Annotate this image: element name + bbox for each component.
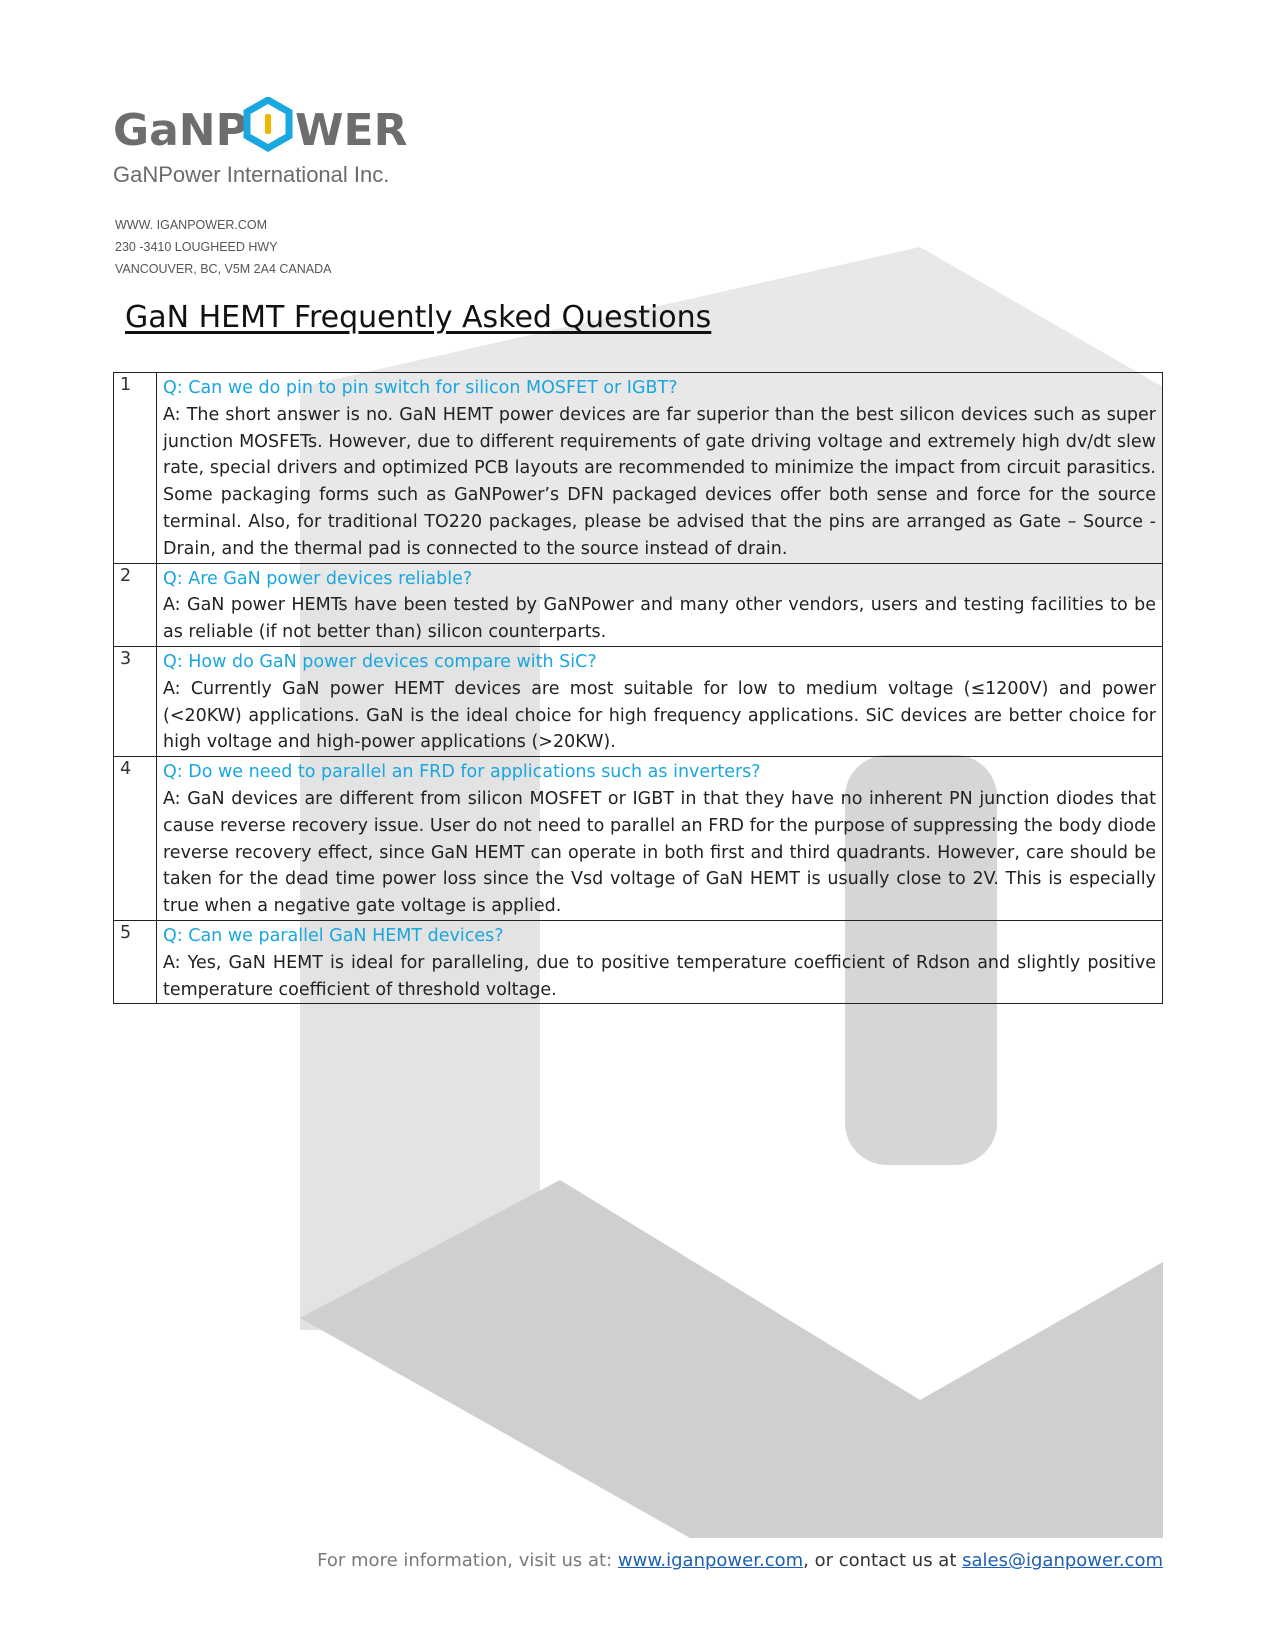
- faq-number: 4: [114, 757, 157, 921]
- faq-number: 5: [114, 920, 157, 1003]
- faq-cell: [157, 646, 1163, 756]
- faq-question: Q: Can we parallel GaN HEMT devices?: [163, 925, 504, 946]
- faq-cell: [157, 757, 1163, 921]
- faq-row: [114, 563, 1163, 646]
- faq-answer: A: Yes, GaN HEMT is ideal for paralleling, due to positive temperature coefficient of Rdson and slightly positive temperature coefficient of threshold voltage.: [163, 952, 1156, 1000]
- logo-text-left: GaNP: [113, 105, 248, 153]
- faq-question: Q: How do GaN power devices compare with SiC?: [163, 651, 597, 672]
- faq-table: [113, 372, 1163, 1004]
- faq-cell: [157, 373, 1163, 564]
- faq-row: [114, 920, 1163, 1003]
- logo-hexagon-icon: [247, 100, 289, 148]
- faq-cell: [157, 563, 1163, 646]
- logo-text-right: WER: [295, 105, 408, 153]
- faq-question: Q: Do we need to parallel an FRD for applications such as inverters?: [163, 762, 761, 783]
- footer-middle: , or contact us at: [803, 1550, 963, 1571]
- footer-contact: [317, 1550, 1163, 1571]
- faq-question: Q: Are GaN power devices reliable?: [163, 568, 473, 589]
- faq-row: [114, 757, 1163, 921]
- footer-email-link[interactable]: sales@iganpower.com: [962, 1550, 1163, 1571]
- address-city: VANCOUVER, BC, V5M 2A4 CANADA: [115, 262, 332, 276]
- faq-cell: [157, 920, 1163, 1003]
- faq-question: Q: Can we do pin to pin switch for silicon MOSFET or IGBT?: [163, 378, 678, 398]
- page-title: GaN HEMT Frequently Asked Questions: [125, 300, 712, 335]
- faq-number: 3: [114, 646, 157, 756]
- address-street: 230 -3410 LOUGHEED HWY: [115, 240, 278, 254]
- faq-row: [114, 373, 1163, 564]
- faq-answer: A: GaN power HEMTs have been tested by GaNPower and many other vendors, users and testing facilities to be as reliable (if not better than) silicon counterparts.: [163, 595, 1156, 643]
- faq-number: 2: [114, 563, 157, 646]
- faq-row: [114, 646, 1163, 756]
- footer-prefix: For more information, visit us at:: [317, 1550, 618, 1571]
- faq-answer: A: Currently GaN power HEMT devices are most suitable for low to medium voltage (≤1200V) and power (<20KW) applications. GaN is the ideal choice for high frequency applications. SiC devices are better choice for high voltage and high-power applications (>20KW).: [163, 678, 1156, 753]
- company-name: GaNPower International Inc.: [113, 162, 390, 187]
- ganpower-logo: [113, 97, 413, 153]
- faq-answer: A: The short answer is no. GaN HEMT power devices are far superior than the best silicon devices such as super junction MOSFETs. However, due to different requirements of gate driving voltage and extremely high dv/dt slew rate, special drivers and optimized PCB layouts are recommended to minimize the impact from circuit parasitics. Some packaging forms such as GaNPower’s DFN packaged devices offer both sense and force for the source terminal. Also, for traditional TO220 packages, please be advised that the pins are arranged as Gate – Source -Drain, and the thermal pad is connected to the source instead of drain.: [163, 404, 1156, 559]
- address-web: WWW. IGANPOWER.COM: [115, 218, 268, 232]
- footer-website-link[interactable]: www.iganpower.com: [617, 1550, 804, 1571]
- faq-number: 1: [114, 373, 157, 564]
- faq-answer: A: GaN devices are different from silicon MOSFET or IGBT in that they have no inherent PN junction diodes that cause reverse recovery issue. User do not need to parallel an FRD for the purpose of suppressing the body diode reverse recovery effect, since GaN HEMT can operate in both first and third quadrants. However, care should be taken for the dead time power loss since the Vsd voltage of GaN HEMT is usually close to 2V. This is especially true when a negative gate voltage is applied.: [163, 788, 1156, 917]
